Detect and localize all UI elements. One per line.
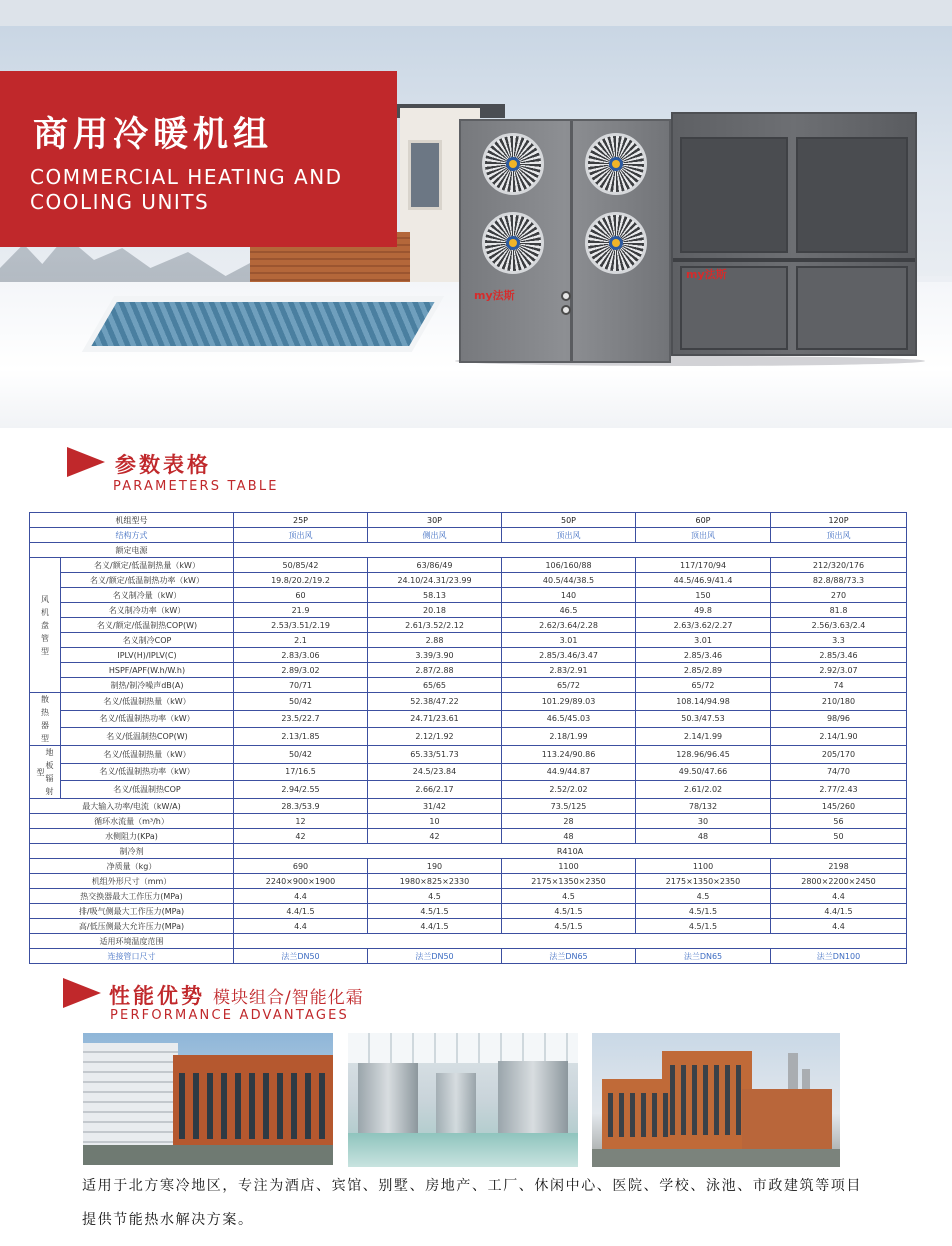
pressure-gauge-icon xyxy=(561,291,571,301)
table-cell: 108.14/94.98 xyxy=(636,693,771,711)
table-cell: 法兰DN65 xyxy=(502,949,636,964)
group-char: 型 xyxy=(41,734,49,743)
table-cell: 98/96 xyxy=(771,710,907,728)
table-cell: 28.3/53.9 xyxy=(234,799,368,814)
table-row xyxy=(30,919,907,934)
table-cell: 65/72 xyxy=(502,678,636,693)
table-cell: 212/320/176 xyxy=(771,558,907,573)
pressure-gauge-icon xyxy=(561,305,571,315)
table-cell: 法兰DN100 xyxy=(771,949,907,964)
table-cell: 最大输入功率/电流（kW/A) xyxy=(30,799,234,814)
table-cell: 2.85/3.46 xyxy=(771,648,907,663)
table-cell: 额定电源 xyxy=(30,543,234,558)
table-row xyxy=(30,678,907,693)
table-cell: 适用环境温度范围 xyxy=(30,934,234,949)
unit-coil-panel xyxy=(680,137,788,253)
table-cell: 名义/低温制热功率（kW） xyxy=(61,763,234,781)
table-cell: 25P xyxy=(234,513,368,528)
group-char: 机 xyxy=(41,607,49,617)
table-cell: 2.83/3.06 xyxy=(234,648,368,663)
table-cell: 1100 xyxy=(636,859,771,874)
table-cell: 2.85/3.46 xyxy=(636,648,771,663)
table-cell: 2.89/3.02 xyxy=(234,663,368,678)
group-char: 板 xyxy=(45,761,54,770)
table-cell: 名义制冷功率（kW） xyxy=(61,603,234,618)
table-cell: 205/170 xyxy=(771,746,907,764)
group-char: 风 xyxy=(41,594,49,604)
table-cell: 50P xyxy=(502,513,636,528)
table-cell: 50.3/47.53 xyxy=(636,710,771,728)
group-char: 型 xyxy=(36,767,45,777)
table-cell: 46.5 xyxy=(502,603,636,618)
parameters-table xyxy=(29,512,907,964)
table-cell: 3.01 xyxy=(502,633,636,648)
table-row xyxy=(30,814,907,829)
factory-windows xyxy=(608,1093,674,1137)
title-banner xyxy=(0,71,397,247)
table-cell: 65/65 xyxy=(368,678,502,693)
table-cell: 60P xyxy=(636,513,771,528)
table-cell: 制冷剂 xyxy=(30,844,234,859)
table-cell: 4.5/1.5 xyxy=(502,904,636,919)
table-cell: 56 xyxy=(771,814,907,829)
table-row xyxy=(30,558,907,573)
table-cell: 30 xyxy=(636,814,771,829)
table-cell: 20.18 xyxy=(368,603,502,618)
table-cell: 70/71 xyxy=(234,678,368,693)
table-cell xyxy=(234,543,907,558)
group-char: 地 xyxy=(45,748,54,757)
table-cell: 4.4 xyxy=(234,889,368,904)
table-cell: 2800×2200×2450 xyxy=(771,874,907,889)
perf-title-cn xyxy=(109,980,364,1010)
table-cell: 24.71/23.61 xyxy=(368,710,502,728)
perf-title-main: 性能优势 xyxy=(109,984,205,1008)
table-row xyxy=(30,874,907,889)
table-row xyxy=(30,728,907,746)
table-cell: R410A xyxy=(234,844,907,859)
section-arrow-icon xyxy=(63,978,101,1008)
table-cell: 侧出风 xyxy=(368,528,502,543)
table-cell: 2.56/3.63/2.4 xyxy=(771,618,907,633)
table-cell: 法兰DN50 xyxy=(368,949,502,964)
table-cell: 4.5/1.5 xyxy=(636,919,771,934)
unit-divider xyxy=(570,121,573,361)
table-cell: 名义/额定/低温制热功率（kW） xyxy=(61,573,234,588)
photo-office-building xyxy=(83,1033,333,1165)
table-cell: 48 xyxy=(636,829,771,844)
table-cell: 150 xyxy=(636,588,771,603)
table-cell: 4.5/1.5 xyxy=(636,904,771,919)
group-label-floor xyxy=(30,746,61,799)
table-cell: 2.1 xyxy=(234,633,368,648)
table-cell: 2.13/1.85 xyxy=(234,728,368,746)
section-arrow-icon xyxy=(67,447,105,477)
params-title-en: PARAMETERS TABLE xyxy=(113,479,279,494)
table-cell: 顶出风 xyxy=(502,528,636,543)
table-cell: 机组型号 xyxy=(30,513,234,528)
table-cell: 4.5/1.5 xyxy=(502,919,636,934)
table-cell: 4.5/1.5 xyxy=(368,904,502,919)
table-cell: 31/42 xyxy=(368,799,502,814)
table-cell: 2198 xyxy=(771,859,907,874)
table-row xyxy=(30,528,907,543)
table-cell: 2.63/3.62/2.27 xyxy=(636,618,771,633)
table-cell: 30P xyxy=(368,513,502,528)
table-cell: 2.88 xyxy=(368,633,502,648)
photo-clean-factory xyxy=(348,1033,578,1167)
table-cell: 50/42 xyxy=(234,746,368,764)
table-row xyxy=(30,603,907,618)
table-cell: 顶出风 xyxy=(234,528,368,543)
group-label-radiator xyxy=(30,693,61,746)
table-cell: 40.5/44/38.5 xyxy=(502,573,636,588)
table-cell: 循环水流量（m³/h） xyxy=(30,814,234,829)
table-cell: 49.8 xyxy=(636,603,771,618)
table-cell: 2.53/3.51/2.19 xyxy=(234,618,368,633)
table-cell: 113.24/90.86 xyxy=(502,746,636,764)
table-cell: 73.5/125 xyxy=(502,799,636,814)
table-cell: 4.5 xyxy=(368,889,502,904)
hero-image xyxy=(0,0,952,428)
table-cell: 2.83/2.91 xyxy=(502,663,636,678)
table-row xyxy=(30,663,907,678)
table-row xyxy=(30,934,907,949)
table-cell: 1100 xyxy=(502,859,636,874)
table-cell: 高/低压侧最大允许压力(MPa) xyxy=(30,919,234,934)
table-cell: 机组外形尺寸（mm） xyxy=(30,874,234,889)
table-cell: 50/42 xyxy=(234,693,368,711)
params-title-cn: 参数表格 xyxy=(115,453,211,477)
fan-icon xyxy=(585,212,647,274)
table-cell: 2.77/2.43 xyxy=(771,781,907,799)
group-char: 器 xyxy=(41,721,49,730)
group-char: 盘 xyxy=(41,620,49,630)
unit-logo: my法斯 xyxy=(474,289,515,302)
table-row xyxy=(30,618,907,633)
table-cell: 结构方式 xyxy=(30,528,234,543)
table-cell: 145/260 xyxy=(771,799,907,814)
hero-title-cn: 商用冷暖机组 xyxy=(33,115,274,155)
table-cell: 44.5/46.9/41.4 xyxy=(636,573,771,588)
fan-icon xyxy=(585,133,647,195)
table-row xyxy=(30,513,907,528)
unit-logo: my法斯 xyxy=(686,268,727,281)
table-cell: 106/160/88 xyxy=(502,558,636,573)
table-cell: 21.9 xyxy=(234,603,368,618)
table-cell: 4.4/1.5 xyxy=(234,904,368,919)
table-cell: 23.5/22.7 xyxy=(234,710,368,728)
table-row xyxy=(30,588,907,603)
group-label-fan-coil xyxy=(30,558,61,693)
house-window xyxy=(408,140,442,210)
table-cell: IPLV(H)/IPLV(C) xyxy=(61,648,234,663)
table-cell: 2.14/1.99 xyxy=(636,728,771,746)
table-cell: 3.01 xyxy=(636,633,771,648)
table-cell: 排/吸气侧最大工作压力(MPa) xyxy=(30,904,234,919)
group-char: 散 xyxy=(41,695,49,704)
table-row xyxy=(30,781,907,799)
table-cell: 法兰DN50 xyxy=(234,949,368,964)
group-label-wrap xyxy=(30,746,60,798)
table-cell: 2.85/3.46/3.47 xyxy=(502,648,636,663)
table-row xyxy=(30,633,907,648)
table-cell: 50/85/42 xyxy=(234,558,368,573)
group-char: 管 xyxy=(41,633,49,643)
machine xyxy=(358,1063,418,1143)
table-cell: 名义制冷量（kW） xyxy=(61,588,234,603)
top-strip xyxy=(0,0,952,26)
table-cell: 净质量（kg） xyxy=(30,859,234,874)
ground xyxy=(83,1145,333,1165)
table-cell: 2.87/2.88 xyxy=(368,663,502,678)
table-row xyxy=(30,829,907,844)
table-cell: 名义/低温制热量（kW） xyxy=(61,746,234,764)
table-cell: 2.61/3.52/2.12 xyxy=(368,618,502,633)
group-char: 型 xyxy=(41,646,49,656)
table-row xyxy=(30,904,907,919)
table-row xyxy=(30,648,907,663)
table-row xyxy=(30,889,907,904)
group-char: 热 xyxy=(41,708,49,717)
table-row xyxy=(30,543,907,558)
table-cell: 120P xyxy=(771,513,907,528)
table-cell: 24.5/23.84 xyxy=(368,763,502,781)
table-cell: 1980×825×2330 xyxy=(368,874,502,889)
table-cell: 2.18/1.99 xyxy=(502,728,636,746)
table-cell: 19.8/20.2/19.2 xyxy=(234,573,368,588)
table-row xyxy=(30,949,907,964)
group-char: 辐 xyxy=(45,774,54,783)
table-cell: 60 xyxy=(234,588,368,603)
table-cell: 连接管口尺寸 xyxy=(30,949,234,964)
table-cell: 2.62/3.64/2.28 xyxy=(502,618,636,633)
table-cell: 2175×1350×2350 xyxy=(502,874,636,889)
table-cell: 2.12/1.92 xyxy=(368,728,502,746)
unit-divider xyxy=(673,258,915,262)
table-row xyxy=(30,859,907,874)
table-cell: 48 xyxy=(502,829,636,844)
table-cell: 52.38/47.22 xyxy=(368,693,502,711)
unit-lower-panel xyxy=(796,266,908,350)
table-cell: 制热/制冷噪声dB(A) xyxy=(61,678,234,693)
table-cell: 210/180 xyxy=(771,693,907,711)
table-cell: 46.5/45.03 xyxy=(502,710,636,728)
table-cell: 12 xyxy=(234,814,368,829)
hero-title-en: COMMERCIAL HEATING AND COOLING UNITS xyxy=(30,165,343,214)
machine xyxy=(436,1073,476,1133)
table-cell: 水侧阻力(KPa) xyxy=(30,829,234,844)
table-cell: 3.39/3.90 xyxy=(368,648,502,663)
table-cell: HSPF/APF(W.h/W.h) xyxy=(61,663,234,678)
building-windows xyxy=(179,1073,329,1139)
table-cell: 4.4 xyxy=(771,919,907,934)
table-cell: 190 xyxy=(368,859,502,874)
table-cell: 2.14/1.90 xyxy=(771,728,907,746)
table-cell: 42 xyxy=(234,829,368,844)
table-cell: 74/70 xyxy=(771,763,907,781)
perf-title-en: PERFORMANCE ADVANTAGES xyxy=(110,1008,349,1023)
table-cell: 2.66/2.17 xyxy=(368,781,502,799)
table-cell: 名义/低温制热量（kW） xyxy=(61,693,234,711)
table-cell: 3.3 xyxy=(771,633,907,648)
table-cell: 82.8/88/73.3 xyxy=(771,573,907,588)
table-cell: 74 xyxy=(771,678,907,693)
factory-building xyxy=(742,1089,832,1151)
white-building xyxy=(83,1043,178,1147)
photo-industrial-plant xyxy=(592,1033,840,1167)
table-cell: 4.5 xyxy=(502,889,636,904)
table-cell: 140 xyxy=(502,588,636,603)
table-cell: 2.92/3.07 xyxy=(771,663,907,678)
table-cell: 4.4/1.5 xyxy=(368,919,502,934)
table-cell: 4.4 xyxy=(771,889,907,904)
table-cell: 名义/低温制热COP(W) xyxy=(61,728,234,746)
group-chars xyxy=(46,746,54,798)
unit-coil-panel xyxy=(796,137,908,253)
table-cell: 63/86/49 xyxy=(368,558,502,573)
table-cell: 法兰DN65 xyxy=(636,949,771,964)
table-row xyxy=(30,799,907,814)
table-cell: 4.4/1.5 xyxy=(771,904,907,919)
table-cell: 42 xyxy=(368,829,502,844)
table-cell: 65.33/51.73 xyxy=(368,746,502,764)
table-cell: 17/16.5 xyxy=(234,763,368,781)
table-cell: 78/132 xyxy=(636,799,771,814)
table-cell: 名义/额定/低温制热量（kW） xyxy=(61,558,234,573)
fan-icon xyxy=(482,133,544,195)
table-cell xyxy=(234,934,907,949)
table-cell: 名义/额定/低温制热COP(W) xyxy=(61,618,234,633)
table-cell: 2.94/2.55 xyxy=(234,781,368,799)
table-cell: 名义/低温制热功率（kW） xyxy=(61,710,234,728)
floor xyxy=(348,1133,578,1167)
table-cell: 顶出风 xyxy=(636,528,771,543)
fan-icon xyxy=(482,212,544,274)
table-cell: 4.4 xyxy=(234,919,368,934)
table-cell: 49.50/47.66 xyxy=(636,763,771,781)
table-cell: 58.13 xyxy=(368,588,502,603)
table-cell: 65/72 xyxy=(636,678,771,693)
table-cell: 117/170/94 xyxy=(636,558,771,573)
ceiling xyxy=(348,1033,578,1063)
table-cell: 顶出风 xyxy=(771,528,907,543)
table-row xyxy=(30,573,907,588)
group-char: 射 xyxy=(45,787,54,796)
table-row xyxy=(30,693,907,711)
table-cell: 2.61/2.02 xyxy=(636,781,771,799)
perf-subtitle: 模块组合/智能化霜 xyxy=(213,988,364,1008)
ground xyxy=(592,1149,840,1167)
table-row xyxy=(30,763,907,781)
table-cell: 101.29/89.03 xyxy=(502,693,636,711)
table-cell: 270 xyxy=(771,588,907,603)
table-cell: 10 xyxy=(368,814,502,829)
table-cell: 28 xyxy=(502,814,636,829)
table-cell: 2175×1350×2350 xyxy=(636,874,771,889)
table-cell: 128.96/96.45 xyxy=(636,746,771,764)
pool xyxy=(82,296,444,352)
table-row xyxy=(30,844,907,859)
table-cell: 690 xyxy=(234,859,368,874)
table-cell: 热交换器最大工作压力(MPa) xyxy=(30,889,234,904)
application-description: 适用于北方寒冷地区，专注为酒店、宾馆、别墅、房地产、工厂、休闲中心、医院、学校、泳池、市政建筑等项目提供节能热水解决方案。 xyxy=(82,1178,862,1228)
table-row xyxy=(30,746,907,764)
table-cell: 2240×900×1900 xyxy=(234,874,368,889)
table-cell: 2.52/2.02 xyxy=(502,781,636,799)
table-cell: 4.5 xyxy=(636,889,771,904)
table-cell: 24.10/24.31/23.99 xyxy=(368,573,502,588)
table-cell: 名义制冷COP xyxy=(61,633,234,648)
table-cell: 81.8 xyxy=(771,603,907,618)
table-cell: 2.85/2.89 xyxy=(636,663,771,678)
table-row xyxy=(30,710,907,728)
table-cell: 名义/低温制热COP xyxy=(61,781,234,799)
table-cell: 44.9/44.87 xyxy=(502,763,636,781)
factory-windows xyxy=(670,1065,746,1135)
table-cell: 50 xyxy=(771,829,907,844)
